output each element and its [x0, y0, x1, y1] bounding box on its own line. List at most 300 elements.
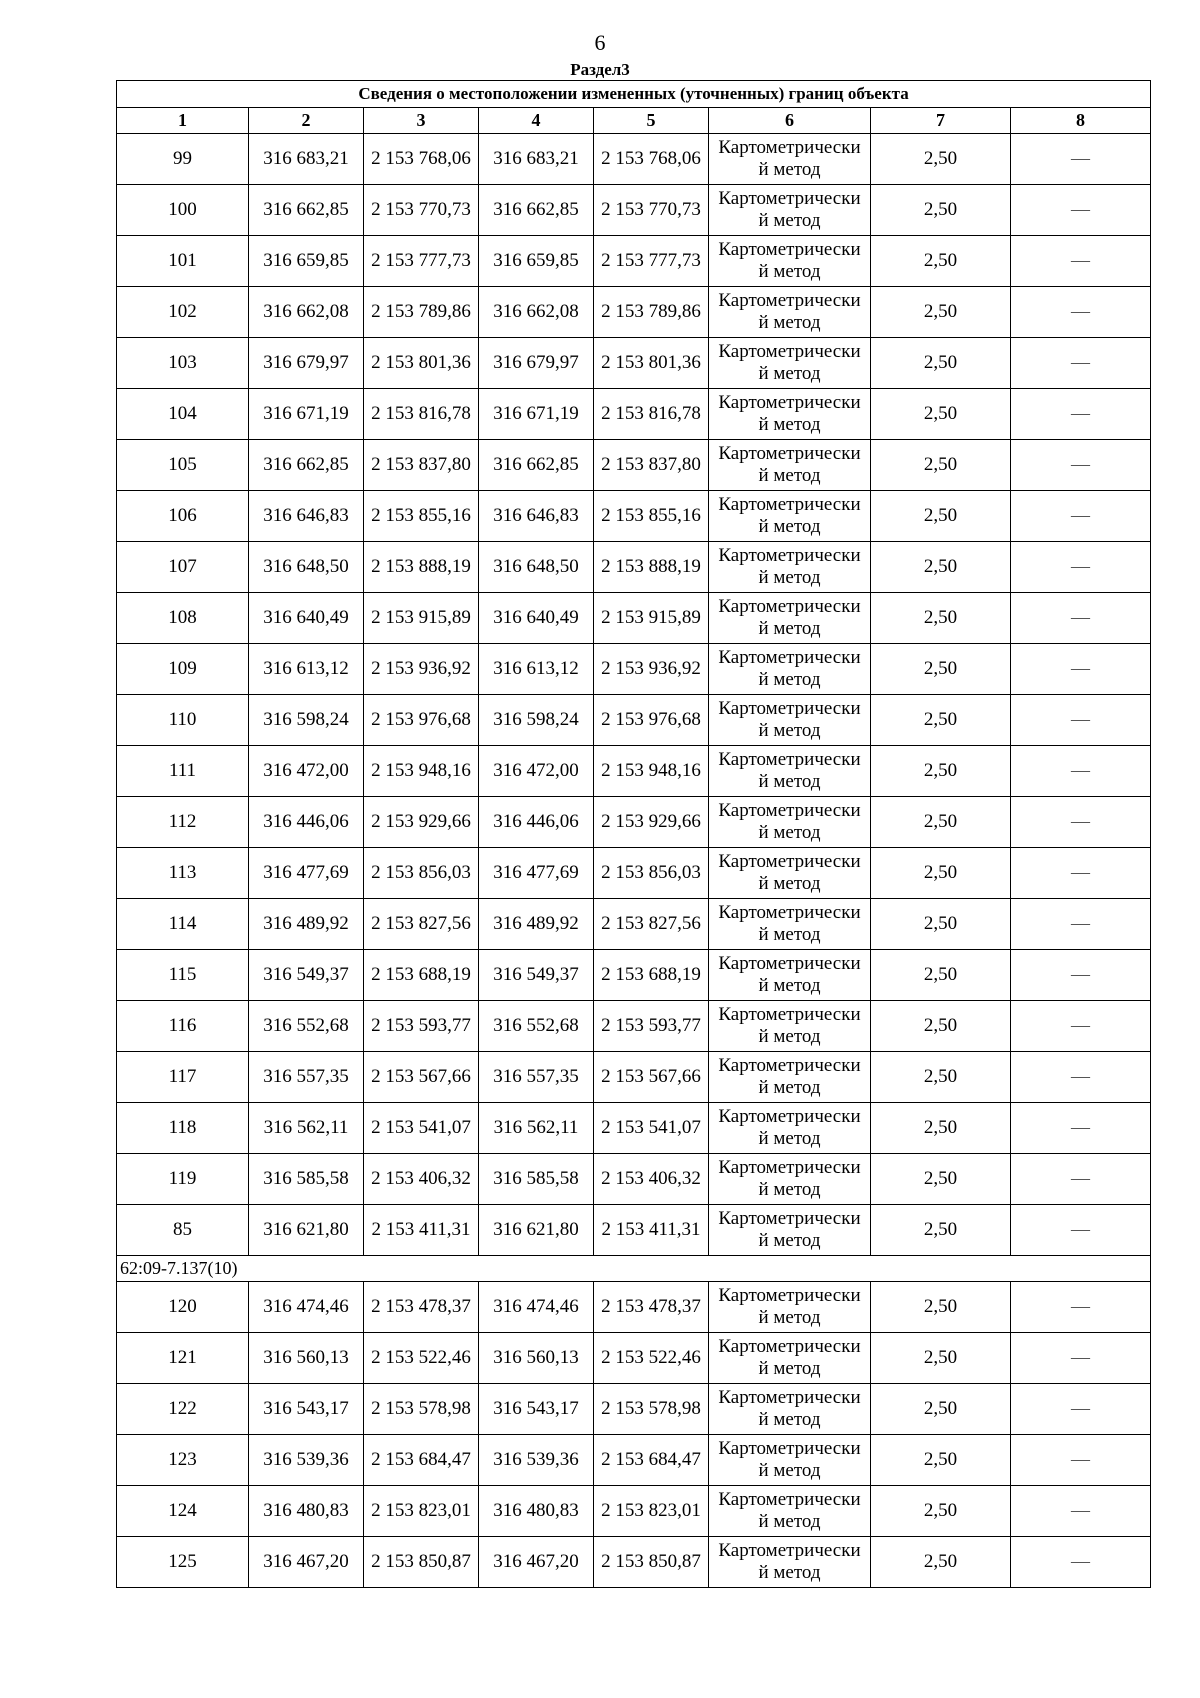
method-line-1: Картометрически [718, 188, 861, 209]
method-line-2: й метод [758, 210, 821, 231]
table-caption: Сведения о местоположении измененных (уточненных) границ объекта [117, 81, 1151, 108]
description-cell: — [1011, 338, 1151, 389]
method-cell [709, 1103, 871, 1154]
x-new-cell: 316 640,49 [479, 593, 594, 644]
y-new-cell: 2 153 770,73 [594, 185, 709, 236]
y-old-cell: 2 153 770,73 [364, 185, 479, 236]
accuracy-cell: 2,50 [871, 848, 1011, 899]
method-line-2: й метод [758, 924, 821, 945]
method-line-2: й метод [758, 822, 821, 843]
description-cell: — [1011, 1205, 1151, 1256]
method-line-2: й метод [758, 465, 821, 486]
method-cell [709, 185, 871, 236]
x-old-cell: 316 648,50 [249, 542, 364, 593]
y-new-cell: 2 153 567,66 [594, 1052, 709, 1103]
method-line-1: Картометрически [718, 494, 861, 515]
x-new-cell: 316 552,68 [479, 1001, 594, 1052]
x-old-cell: 316 446,06 [249, 797, 364, 848]
accuracy-cell: 2,50 [871, 746, 1011, 797]
y-new-cell: 2 153 948,16 [594, 746, 709, 797]
method-cell [709, 1537, 871, 1588]
y-new-cell: 2 153 541,07 [594, 1103, 709, 1154]
method-line-2: й метод [758, 669, 821, 690]
x-new-cell: 316 543,17 [479, 1384, 594, 1435]
table-row [117, 644, 1151, 695]
y-old-cell: 2 153 936,92 [364, 644, 479, 695]
table-row [117, 593, 1151, 644]
column-number: 4 [479, 108, 594, 134]
table-row [117, 542, 1151, 593]
column-number: 6 [709, 108, 871, 134]
method-cell [709, 899, 871, 950]
x-new-cell: 316 585,58 [479, 1154, 594, 1205]
y-old-cell: 2 153 915,89 [364, 593, 479, 644]
method-line-2: й метод [758, 975, 821, 996]
y-old-cell: 2 153 823,01 [364, 1486, 479, 1537]
x-old-cell: 316 598,24 [249, 695, 364, 746]
table-row [117, 287, 1151, 338]
y-new-cell: 2 153 827,56 [594, 899, 709, 950]
method-line-1: Картометрически [718, 596, 861, 617]
x-old-cell: 316 467,20 [249, 1537, 364, 1588]
point-number-cell: 107 [117, 542, 249, 593]
point-number-cell: 103 [117, 338, 249, 389]
x-new-cell: 316 671,19 [479, 389, 594, 440]
y-old-cell: 2 153 856,03 [364, 848, 479, 899]
method-line-1: Картометрически [718, 1157, 861, 1178]
y-old-cell: 2 153 768,06 [364, 134, 479, 185]
method-line-2: й метод [758, 1128, 821, 1149]
x-new-cell: 316 659,85 [479, 236, 594, 287]
column-number: 3 [364, 108, 479, 134]
point-number-cell: 100 [117, 185, 249, 236]
method-line-2: й метод [758, 1077, 821, 1098]
y-old-cell: 2 153 850,87 [364, 1537, 479, 1588]
y-old-cell: 2 153 929,66 [364, 797, 479, 848]
method-cell [709, 1435, 871, 1486]
method-line-2: й метод [758, 261, 821, 282]
accuracy-cell: 2,50 [871, 695, 1011, 746]
method-line-1: Картометрически [718, 1336, 861, 1357]
x-old-cell: 316 659,85 [249, 236, 364, 287]
x-old-cell: 316 621,80 [249, 1205, 364, 1256]
table-row [117, 236, 1151, 287]
description-cell: — [1011, 1103, 1151, 1154]
y-new-cell: 2 153 929,66 [594, 797, 709, 848]
description-cell: — [1011, 287, 1151, 338]
y-new-cell: 2 153 855,16 [594, 491, 709, 542]
y-new-cell: 2 153 837,80 [594, 440, 709, 491]
description-cell: — [1011, 950, 1151, 1001]
method-line-2: й метод [758, 1026, 821, 1047]
table-row [117, 848, 1151, 899]
accuracy-cell: 2,50 [871, 491, 1011, 542]
accuracy-cell: 2,50 [871, 1282, 1011, 1333]
x-new-cell: 316 489,92 [479, 899, 594, 950]
point-number-cell: 122 [117, 1384, 249, 1435]
point-number-cell: 120 [117, 1282, 249, 1333]
x-old-cell: 316 562,11 [249, 1103, 364, 1154]
description-cell: — [1011, 1282, 1151, 1333]
point-number-cell: 119 [117, 1154, 249, 1205]
point-number-cell: 114 [117, 899, 249, 950]
x-old-cell: 316 646,83 [249, 491, 364, 542]
x-old-cell: 316 557,35 [249, 1052, 364, 1103]
table-row [117, 797, 1151, 848]
x-old-cell: 316 560,13 [249, 1333, 364, 1384]
method-line-1: Картометрически [718, 1055, 861, 1076]
y-old-cell: 2 153 522,46 [364, 1333, 479, 1384]
description-cell: — [1011, 1001, 1151, 1052]
x-old-cell: 316 539,36 [249, 1435, 364, 1486]
table-row [117, 1537, 1151, 1588]
x-new-cell: 316 467,20 [479, 1537, 594, 1588]
description-cell: — [1011, 389, 1151, 440]
accuracy-cell: 2,50 [871, 593, 1011, 644]
method-line-1: Картометрически [718, 290, 861, 311]
method-cell [709, 1205, 871, 1256]
accuracy-cell: 2,50 [871, 1384, 1011, 1435]
accuracy-cell: 2,50 [871, 389, 1011, 440]
table-row [117, 491, 1151, 542]
y-new-cell: 2 153 915,89 [594, 593, 709, 644]
method-line-2: й метод [758, 159, 821, 180]
y-old-cell: 2 153 578,98 [364, 1384, 479, 1435]
x-new-cell: 316 472,00 [479, 746, 594, 797]
accuracy-cell: 2,50 [871, 236, 1011, 287]
y-old-cell: 2 153 816,78 [364, 389, 479, 440]
description-cell: — [1011, 542, 1151, 593]
x-old-cell: 316 480,83 [249, 1486, 364, 1537]
column-number-row [117, 108, 1151, 134]
point-number-cell: 109 [117, 644, 249, 695]
x-new-cell: 316 662,85 [479, 440, 594, 491]
description-cell: — [1011, 134, 1151, 185]
table-row [117, 695, 1151, 746]
method-line-2: й метод [758, 1230, 821, 1251]
method-cell [709, 236, 871, 287]
group-label: 62:09-7.137(10) [117, 1256, 1151, 1282]
point-number-cell: 106 [117, 491, 249, 542]
description-cell: — [1011, 236, 1151, 287]
x-new-cell: 316 662,85 [479, 185, 594, 236]
y-new-cell: 2 153 936,92 [594, 644, 709, 695]
y-old-cell: 2 153 688,19 [364, 950, 479, 1001]
method-line-1: Картометрически [718, 545, 861, 566]
x-old-cell: 316 662,85 [249, 185, 364, 236]
method-line-2: й метод [758, 363, 821, 384]
y-new-cell: 2 153 478,37 [594, 1282, 709, 1333]
point-number-cell: 105 [117, 440, 249, 491]
accuracy-cell: 2,50 [871, 1486, 1011, 1537]
method-line-1: Картометрически [718, 1387, 861, 1408]
method-line-1: Картометрически [718, 392, 861, 413]
table-row [117, 746, 1151, 797]
accuracy-cell: 2,50 [871, 542, 1011, 593]
table-row [117, 1384, 1151, 1435]
method-line-2: й метод [758, 1511, 821, 1532]
method-cell [709, 1001, 871, 1052]
point-number-cell: 110 [117, 695, 249, 746]
accuracy-cell: 2,50 [871, 185, 1011, 236]
method-cell [709, 1486, 871, 1537]
y-old-cell: 2 153 684,47 [364, 1435, 479, 1486]
accuracy-cell: 2,50 [871, 1154, 1011, 1205]
y-old-cell: 2 153 593,77 [364, 1001, 479, 1052]
method-cell [709, 338, 871, 389]
method-line-1: Картометрически [718, 953, 861, 974]
description-cell: — [1011, 1052, 1151, 1103]
method-line-1: Картометрически [718, 341, 861, 362]
description-cell: — [1011, 593, 1151, 644]
table-row [117, 1282, 1151, 1333]
boundary-points-table [116, 80, 1151, 1588]
method-cell [709, 593, 871, 644]
description-cell: — [1011, 1154, 1151, 1205]
x-new-cell: 316 446,06 [479, 797, 594, 848]
table-row [117, 1001, 1151, 1052]
table-row [117, 1154, 1151, 1205]
method-line-1: Картометрически [718, 1208, 861, 1229]
method-line-2: й метод [758, 1307, 821, 1328]
point-number-cell: 111 [117, 746, 249, 797]
method-line-1: Картометрически [718, 800, 861, 821]
method-line-2: й метод [758, 567, 821, 588]
method-cell [709, 1052, 871, 1103]
x-new-cell: 316 662,08 [479, 287, 594, 338]
point-number-cell: 115 [117, 950, 249, 1001]
x-old-cell: 316 662,08 [249, 287, 364, 338]
method-line-2: й метод [758, 312, 821, 333]
method-line-1: Картометрически [718, 902, 861, 923]
method-cell [709, 848, 871, 899]
description-cell: — [1011, 797, 1151, 848]
x-old-cell: 316 683,21 [249, 134, 364, 185]
description-cell: — [1011, 1486, 1151, 1537]
x-new-cell: 316 613,12 [479, 644, 594, 695]
accuracy-cell: 2,50 [871, 134, 1011, 185]
y-new-cell: 2 153 768,06 [594, 134, 709, 185]
method-line-1: Картометрически [718, 1004, 861, 1025]
x-old-cell: 316 585,58 [249, 1154, 364, 1205]
method-cell [709, 542, 871, 593]
method-line-2: й метод [758, 1358, 821, 1379]
x-new-cell: 316 539,36 [479, 1435, 594, 1486]
point-number-cell: 102 [117, 287, 249, 338]
x-old-cell: 316 477,69 [249, 848, 364, 899]
x-old-cell: 316 543,17 [249, 1384, 364, 1435]
x-new-cell: 316 621,80 [479, 1205, 594, 1256]
description-cell: — [1011, 746, 1151, 797]
method-line-2: й метод [758, 720, 821, 741]
column-number: 2 [249, 108, 364, 134]
method-cell [709, 1384, 871, 1435]
method-line-1: Картометрически [718, 647, 861, 668]
x-new-cell: 316 480,83 [479, 1486, 594, 1537]
y-new-cell: 2 153 411,31 [594, 1205, 709, 1256]
method-cell [709, 134, 871, 185]
x-new-cell: 316 477,69 [479, 848, 594, 899]
y-new-cell: 2 153 850,87 [594, 1537, 709, 1588]
column-number: 1 [117, 108, 249, 134]
method-line-1: Картометрически [718, 1438, 861, 1459]
method-cell [709, 695, 871, 746]
y-old-cell: 2 153 411,31 [364, 1205, 479, 1256]
accuracy-cell: 2,50 [871, 287, 1011, 338]
page-number: 6 [594, 30, 606, 55]
method-line-1: Картометрически [718, 1285, 861, 1306]
section-label: Раздел3 [570, 60, 630, 79]
accuracy-cell: 2,50 [871, 1052, 1011, 1103]
x-old-cell: 316 474,46 [249, 1282, 364, 1333]
point-number-cell: 113 [117, 848, 249, 899]
x-new-cell: 316 557,35 [479, 1052, 594, 1103]
x-old-cell: 316 640,49 [249, 593, 364, 644]
table-row [117, 1486, 1151, 1537]
table-row [117, 185, 1151, 236]
accuracy-cell: 2,50 [871, 440, 1011, 491]
method-cell [709, 1154, 871, 1205]
y-old-cell: 2 153 827,56 [364, 899, 479, 950]
point-number-cell: 99 [117, 134, 249, 185]
y-new-cell: 2 153 593,77 [594, 1001, 709, 1052]
y-old-cell: 2 153 855,16 [364, 491, 479, 542]
y-new-cell: 2 153 801,36 [594, 338, 709, 389]
x-old-cell: 316 489,92 [249, 899, 364, 950]
y-new-cell: 2 153 522,46 [594, 1333, 709, 1384]
y-old-cell: 2 153 406,32 [364, 1154, 479, 1205]
y-new-cell: 2 153 976,68 [594, 695, 709, 746]
method-cell [709, 440, 871, 491]
x-new-cell: 316 683,21 [479, 134, 594, 185]
point-number-cell: 118 [117, 1103, 249, 1154]
point-number-cell: 125 [117, 1537, 249, 1588]
y-new-cell: 2 153 823,01 [594, 1486, 709, 1537]
accuracy-cell: 2,50 [871, 338, 1011, 389]
method-line-1: Картометрически [718, 698, 861, 719]
table-row [117, 1205, 1151, 1256]
point-number-cell: 104 [117, 389, 249, 440]
y-new-cell: 2 153 856,03 [594, 848, 709, 899]
method-line-2: й метод [758, 618, 821, 639]
x-new-cell: 316 598,24 [479, 695, 594, 746]
point-number-cell: 123 [117, 1435, 249, 1486]
method-line-1: Картометрически [718, 1540, 861, 1561]
y-old-cell: 2 153 478,37 [364, 1282, 479, 1333]
y-new-cell: 2 153 789,86 [594, 287, 709, 338]
y-new-cell: 2 153 578,98 [594, 1384, 709, 1435]
method-line-2: й метод [758, 516, 821, 537]
table-row [117, 1333, 1151, 1384]
method-cell [709, 491, 871, 542]
method-cell [709, 287, 871, 338]
description-cell: — [1011, 1435, 1151, 1486]
y-new-cell: 2 153 406,32 [594, 1154, 709, 1205]
point-number-cell: 101 [117, 236, 249, 287]
y-new-cell: 2 153 816,78 [594, 389, 709, 440]
method-line-1: Картометрически [718, 749, 861, 770]
method-line-1: Картометрически [718, 1106, 861, 1127]
method-line-1: Картометрически [718, 851, 861, 872]
y-old-cell: 2 153 789,86 [364, 287, 479, 338]
point-number-cell: 117 [117, 1052, 249, 1103]
accuracy-cell: 2,50 [871, 899, 1011, 950]
method-cell [709, 1333, 871, 1384]
point-number-cell: 85 [117, 1205, 249, 1256]
y-old-cell: 2 153 541,07 [364, 1103, 479, 1154]
table-row [117, 440, 1151, 491]
y-old-cell: 2 153 976,68 [364, 695, 479, 746]
table-row [117, 134, 1151, 185]
description-cell: — [1011, 491, 1151, 542]
description-cell: — [1011, 1333, 1151, 1384]
y-new-cell: 2 153 777,73 [594, 236, 709, 287]
x-old-cell: 316 552,68 [249, 1001, 364, 1052]
method-cell [709, 389, 871, 440]
y-old-cell: 2 153 801,36 [364, 338, 479, 389]
x-new-cell: 316 648,50 [479, 542, 594, 593]
accuracy-cell: 2,50 [871, 1333, 1011, 1384]
description-cell: — [1011, 695, 1151, 746]
method-line-2: й метод [758, 1562, 821, 1583]
method-cell [709, 746, 871, 797]
description-cell: — [1011, 848, 1151, 899]
method-line-1: Картометрически [718, 1489, 861, 1510]
accuracy-cell: 2,50 [871, 644, 1011, 695]
x-new-cell: 316 549,37 [479, 950, 594, 1001]
y-old-cell: 2 153 567,66 [364, 1052, 479, 1103]
method-line-2: й метод [758, 1409, 821, 1430]
method-cell [709, 797, 871, 848]
point-number-cell: 112 [117, 797, 249, 848]
method-line-2: й метод [758, 873, 821, 894]
method-cell [709, 644, 871, 695]
table-row [117, 1052, 1151, 1103]
description-cell: — [1011, 1384, 1151, 1435]
accuracy-cell: 2,50 [871, 797, 1011, 848]
y-old-cell: 2 153 837,80 [364, 440, 479, 491]
accuracy-cell: 2,50 [871, 1103, 1011, 1154]
x-old-cell: 316 549,37 [249, 950, 364, 1001]
method-line-2: й метод [758, 771, 821, 792]
x-old-cell: 316 613,12 [249, 644, 364, 695]
point-number-cell: 116 [117, 1001, 249, 1052]
method-line-2: й метод [758, 1460, 821, 1481]
x-old-cell: 316 472,00 [249, 746, 364, 797]
description-cell: — [1011, 1537, 1151, 1588]
table-row [117, 899, 1151, 950]
method-line-1: Картометрически [718, 239, 861, 260]
method-cell [709, 950, 871, 1001]
x-new-cell: 316 646,83 [479, 491, 594, 542]
accuracy-cell: 2,50 [871, 1537, 1011, 1588]
description-cell: — [1011, 185, 1151, 236]
point-number-cell: 124 [117, 1486, 249, 1537]
accuracy-cell: 2,50 [871, 1435, 1011, 1486]
x-new-cell: 316 474,46 [479, 1282, 594, 1333]
x-old-cell: 316 662,85 [249, 440, 364, 491]
x-old-cell: 316 671,19 [249, 389, 364, 440]
table-row [117, 1435, 1151, 1486]
accuracy-cell: 2,50 [871, 1001, 1011, 1052]
method-cell [709, 1282, 871, 1333]
method-line-2: й метод [758, 1179, 821, 1200]
column-number: 5 [594, 108, 709, 134]
y-new-cell: 2 153 888,19 [594, 542, 709, 593]
method-line-1: Картометрически [718, 443, 861, 464]
x-old-cell: 316 679,97 [249, 338, 364, 389]
table-row [117, 389, 1151, 440]
